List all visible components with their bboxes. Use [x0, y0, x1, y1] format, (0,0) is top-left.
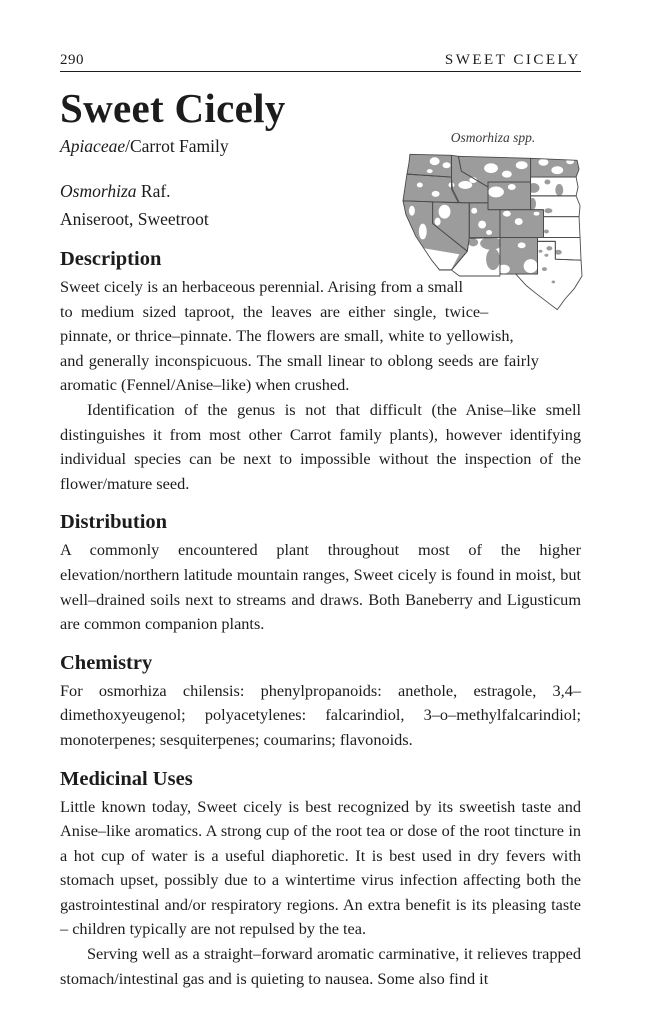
paragraph-text: Sweet cicely is an herbaceous perennial. Arising from a small to medium sized taproot, the leaves are either single, twice–pinnate, or thrice–pinnate. The flowers are small, white to yellowish, and generally inconspicuous. The small linear to oblong seeds are fairly aromatic (Fennel/Anise–like) when crushed. — [60, 277, 539, 395]
sections-container — [60, 247, 581, 991]
family-common-name: /Carrot Family — [125, 136, 229, 156]
paragraph: For osmorhiza chilensis: phenylpropanoids: anethole, estragole, 3,4–dimethoxyeugenol; polyacetylenes: falcarindiol, 3–o–methylfalcarindiol; monoterpenes; sesquiterpenes; coumarins; flavonoids. — [60, 680, 581, 749]
section-chemistry — [60, 651, 581, 753]
family-latin-name: Apiaceae — [60, 136, 126, 156]
running-title: SWEET CICELY — [444, 52, 581, 68]
section-medicinal-uses — [60, 767, 581, 992]
map-state-fills — [403, 154, 582, 309]
page-title: Sweet Cicely — [60, 85, 286, 131]
distribution-map — [402, 149, 584, 312]
common-names: Aniseroot, Sweetroot — [60, 209, 209, 229]
section-heading: Description — [60, 248, 162, 270]
map-caption: Osmorhiza spp. — [450, 130, 536, 145]
distribution-map-figure — [402, 130, 584, 317]
section-distribution — [60, 510, 581, 636]
genus-latin-name: Osmorhiza — [60, 181, 137, 201]
section-heading: Medicinal Uses — [60, 767, 193, 790]
paragraph: A commonly encountered plant throughout most of the higher elevation/northern latitude mountain ranges, Sweet cicely is found in moist, but well–drained soils next to streams and draws. Both Baneberry and Ligusticum are common companion plants. — [60, 540, 581, 634]
section-heading: Chemistry — [60, 651, 153, 674]
paragraph: Little known today, Sweet cicely is best recognized by its sweetish taste and Anise–like aromatics. A strong cup of the root tea or dose of the root tincture in a hot cup of water is a useful diaphoretic. It is best used in dry fevers with stomach upset, possibly due to a wintertime virus infection affecting both the gastrointestinal and/or respiratory regions. An extra benefit is its pleasing taste – children typically are not repulsed by the tea. — [60, 796, 581, 939]
section-heading: Distribution — [60, 511, 168, 534]
paragraph: Identification of the genus is not that difficult (the Anise–like smell distinguishes it from most other Carrot family plants), however identifying individual species can be next to impossible without the inspection of the flower/mature seed. — [60, 399, 581, 493]
genus-authority: Raf. — [136, 181, 171, 201]
paragraph: Serving well as a straight–forward aromatic carminative, it relieves trapped stomach/intestinal gas and is quieting to nausea. Some also find it — [60, 944, 581, 988]
header-rule — [60, 71, 581, 72]
page-header — [60, 52, 581, 69]
page-number: 290 — [60, 52, 84, 68]
